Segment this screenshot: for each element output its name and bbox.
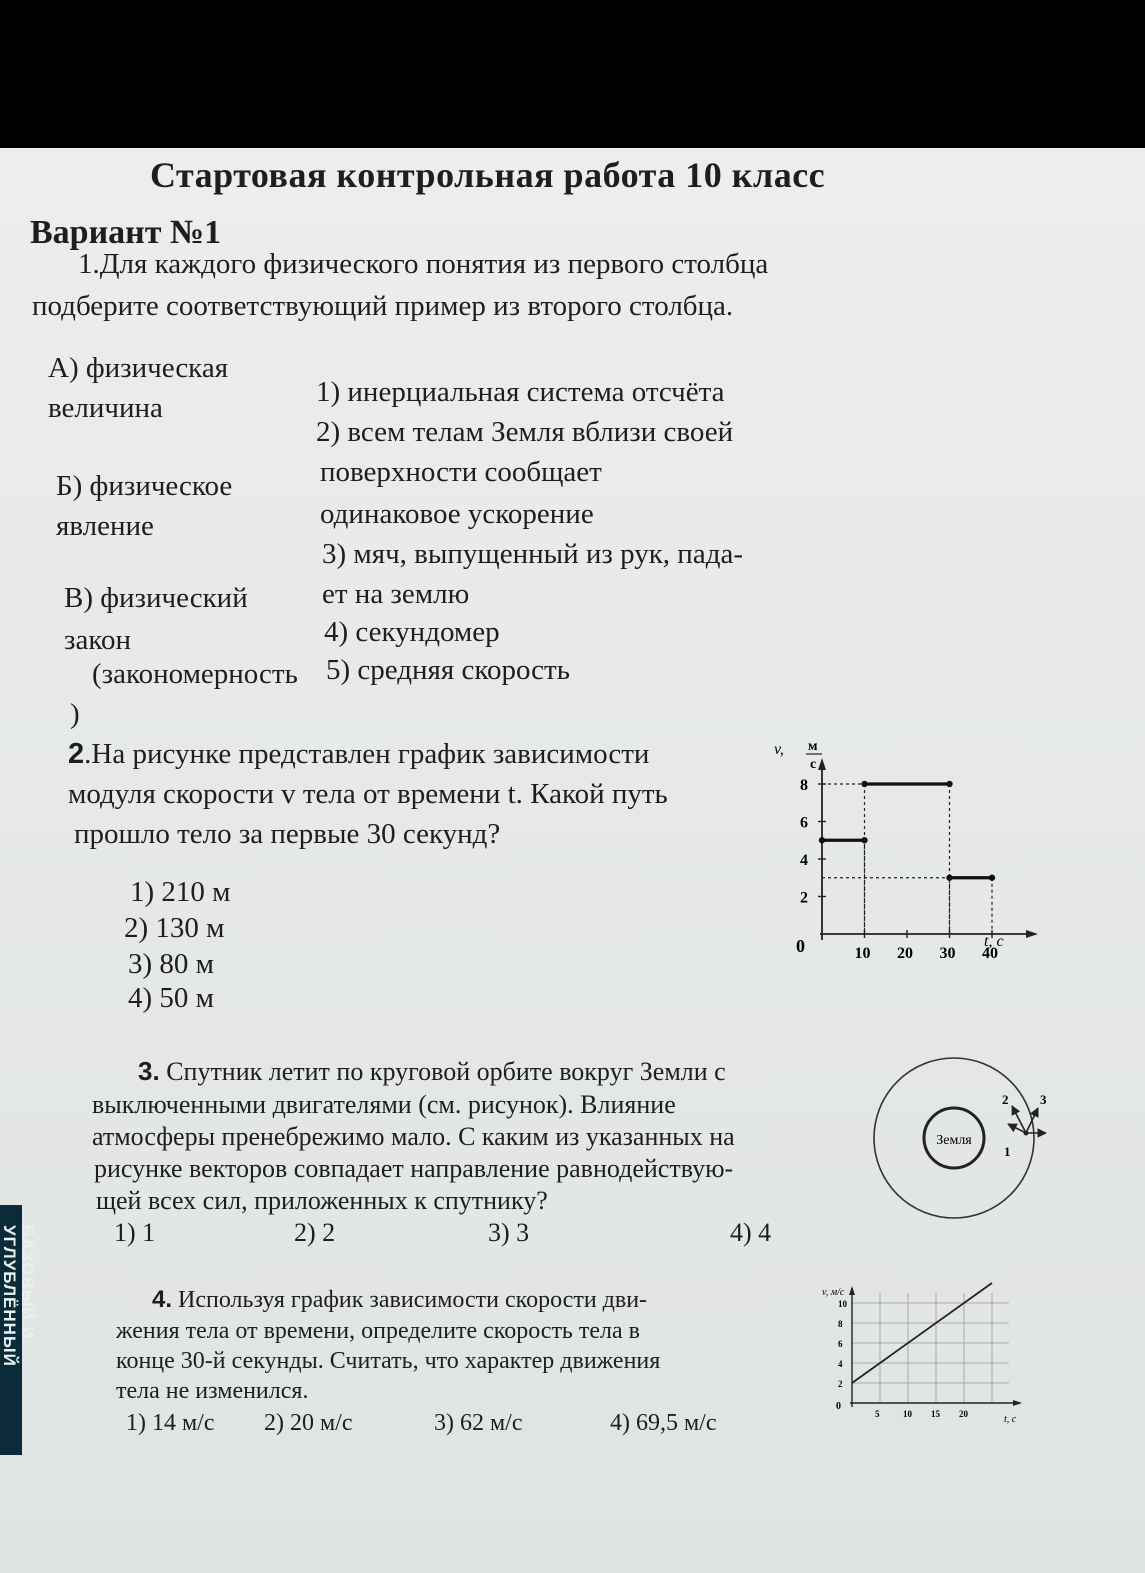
spine-line2: УГЛУБЛЁННЫЙ — [0, 1225, 19, 1367]
graph2-xtick-label: 10 — [903, 1409, 912, 1419]
graph2-xtick-label: 5 — [875, 1409, 880, 1419]
q1-line1 — [78, 248, 993, 281]
q4-answer-2: 2) 20 м/с — [264, 1410, 353, 1436]
q1-option-1: 1) инерциальная система отсчёта — [316, 376, 725, 408]
vector-3-arrow — [1026, 1108, 1038, 1133]
q2-answer-3: 3) 80 м — [128, 948, 215, 980]
variant-label: Вариант №1 — [30, 214, 222, 251]
velocity-time-graph-2 — [800, 1283, 1045, 1433]
q3-line4: рисунке векторов совпадает направление равнодействую- — [94, 1154, 734, 1183]
graph1-point — [989, 875, 995, 881]
q1-option-2a: 2) всем телам Земля вблизи своей — [316, 416, 734, 448]
graph1-xtick-label: 10 — [854, 945, 871, 962]
graph1-ytick-label: 4 — [800, 852, 808, 869]
q1-left-c1: В) физический — [64, 582, 248, 614]
graph1-yunit-num: м — [808, 739, 818, 754]
q1-left-a1: А) физическая — [48, 352, 229, 384]
q1-left-c3: (закономерность — [92, 658, 298, 690]
q4-line2: жения тела от времени, определите скорость тела в — [116, 1318, 640, 1344]
velocity-time-graph-1 — [760, 734, 1050, 964]
q3-line5: щей всех сил, приложенных к спутнику? — [96, 1186, 548, 1215]
q1-option-5: 5) средняя скорость — [326, 654, 570, 686]
q1-option-2b: поверхности сообщает — [320, 456, 602, 488]
q3-line3: атмосферы пренебрежимо мало. С каким из указанных на — [92, 1122, 735, 1151]
graph2-ytick-label: 10 — [838, 1299, 847, 1309]
graph1-ylabel: v, — [774, 741, 784, 758]
graph1-ytick-label: 2 — [800, 889, 808, 907]
graph2-xtick-label: 20 — [959, 1409, 968, 1419]
q3-answer-1: 1) 1 — [114, 1218, 156, 1247]
q1-option-3b: ет на землю — [322, 578, 470, 610]
q3-answer-4: 4) 4 — [730, 1218, 772, 1247]
graph1-point — [946, 875, 952, 881]
q2-line3: прошло тело за первые 30 секунд? — [74, 818, 501, 850]
spine-line1: БАЗОВЫЙ И — [18, 1225, 37, 1340]
earth-label: Земля — [936, 1133, 972, 1148]
graph1-y-axis-arrow — [818, 758, 826, 770]
graph1-ytick-label: 8 — [800, 777, 808, 794]
q4-line4: тела не изменился. — [116, 1378, 309, 1404]
q3-answer-3: 3) 3 — [488, 1218, 530, 1247]
q2-line2: модуля скорости v тела от времени t. Какой путь — [68, 778, 668, 810]
graph2-y-axis-arrow — [849, 1286, 855, 1295]
q1-left-b1: Б) физическое — [56, 470, 233, 502]
q2-answer-4: 4) 50 м — [128, 982, 215, 1014]
graph2-ytick-label: 6 — [838, 1339, 843, 1349]
q1-option-2c: одинаковое ускорение — [320, 498, 594, 530]
q3-line1 — [138, 1056, 726, 1087]
q4-line3: конце 30-й секунды. Считать, что характер движения — [116, 1348, 661, 1374]
q2-answer-1: 1) 210 м — [130, 876, 231, 908]
q4-answer-3: 3) 62 м/с — [434, 1410, 523, 1436]
vector-2-label: 2 — [1002, 1092, 1009, 1107]
graph1-point — [861, 781, 867, 787]
q2-line1-text: .На рисунке представлен график зависимости — [84, 738, 650, 770]
q2-answer-2: 2) 130 м — [124, 912, 225, 944]
q1-left-c2: закон — [64, 624, 131, 656]
graph1-xtick-label: 30 — [939, 945, 956, 962]
q3-answer-2: 2) 2 — [294, 1218, 336, 1247]
graph2-xtick-label: 15 — [931, 1409, 940, 1419]
q4-line1-text: Используя график зависимости скорости дви- — [178, 1287, 648, 1313]
graph1-xtick-label: 20 — [897, 945, 913, 962]
graph1-point — [946, 781, 952, 787]
graph1-origin: 0 — [796, 936, 805, 956]
q1-left-c4: ) — [70, 698, 80, 730]
q1-line1-text: 1.Для каждого физического понятия из первого столбца — [78, 248, 769, 280]
graph1-ytick-label: 6 — [800, 814, 808, 832]
vector-1-label: 1 — [1004, 1144, 1011, 1159]
graph2-xlabel: t, с — [1004, 1414, 1017, 1425]
graph1-x-axis-arrow — [1026, 930, 1038, 938]
q1-option-4: 4) секундомер — [324, 616, 500, 648]
q4-line1 — [152, 1286, 647, 1314]
book-spine — [0, 1205, 37, 1455]
graph2-ylabel: v, м/с — [822, 1287, 845, 1298]
graph2-series-line — [852, 1283, 992, 1383]
graph1-xtick-label: 40 — [982, 945, 998, 962]
graph2-ytick-label: 8 — [838, 1319, 843, 1329]
q1-option-3a: 3) мяч, выпущенный из рук, пада- — [322, 538, 743, 570]
worksheet-page — [0, 148, 1145, 1573]
graph1-yunit-den: с — [810, 757, 817, 772]
graph2-origin: 0 — [836, 1401, 841, 1412]
spine-text — [0, 1225, 36, 1445]
q3-line1-text: Спутник летит по круговой орбите вокруг Земли с — [166, 1057, 726, 1086]
graph1-point — [819, 837, 825, 843]
q2-number: 2 — [68, 738, 85, 770]
q3-line2: выключенными двигателями (см. рисунок). Влияние — [92, 1090, 676, 1119]
graph2-x-axis-arrow — [1013, 1400, 1022, 1406]
q1-left-b2: явление — [56, 510, 154, 542]
orbit-figure — [860, 1058, 1060, 1218]
graph1-xlabel: t, с — [984, 933, 1004, 950]
q1-line2: подберите соответствующий пример из второго столбца. — [32, 290, 734, 322]
vector-3-label: 3 — [1040, 1092, 1047, 1107]
q4-number: 4. — [152, 1286, 173, 1313]
graph2-ytick-label: 4 — [838, 1359, 843, 1369]
q3-number: 3. — [138, 1056, 160, 1086]
q2-line1 — [68, 738, 649, 771]
page-title: Стартовая контрольная работа 10 класс — [150, 155, 826, 195]
q4-answer-1: 1) 14 м/с — [126, 1410, 215, 1436]
q1-left-a2: величина — [48, 392, 163, 424]
q4-answer-4: 4) 69,5 м/с — [610, 1410, 717, 1436]
graph2-ytick-label: 2 — [838, 1379, 843, 1389]
